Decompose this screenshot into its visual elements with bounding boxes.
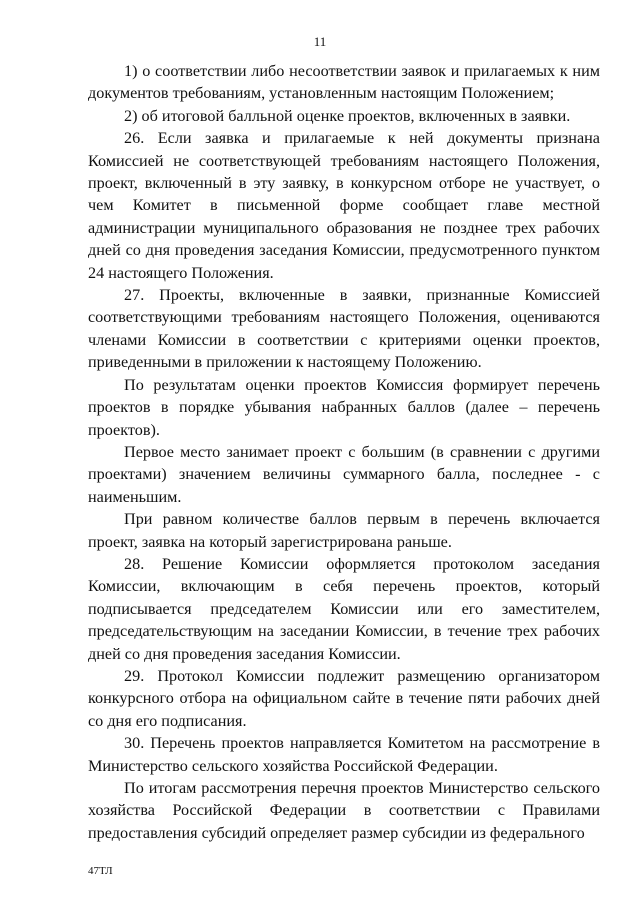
paragraph-ministry-review: По итогам рассмотрения перечня проектов Министерство сельского хозяйства Российской Федерации в соответствии с Правилами предоставления субсидий определяет размер субсидии из федерального bbox=[88, 779, 600, 842]
paragraph-first-place: Первое место занимает проект с большим (в сравнении с другими проектами) значением величины суммарного балла, последнее - с наименьшим. bbox=[88, 442, 600, 506]
paragraph-equal-score: При равном количестве баллов первым в перечень включается проект, заявка на который зарегистрирована раньше. bbox=[88, 510, 600, 551]
document-body bbox=[88, 60, 600, 844]
page-number: 11 bbox=[313, 34, 327, 49]
paragraph-clause-30: 30. Перечень проектов направляется Комитетом на рассмотрение в Министерство сельского хозяйства Российской Федерации. bbox=[88, 734, 600, 775]
paragraph-ranking: По результатам оценки проектов Комиссия формирует перечень проектов в порядке убывания набранных баллов (далее – перечень проектов). bbox=[88, 375, 600, 439]
paragraph-item-1: 1) о соответствии либо несоответствии заявок и прилагаемых к ним документов требованиям, установленным настоящим Положением; bbox=[88, 62, 600, 103]
paragraph-item-2: 2) об итоговой балльной оценке проектов, включенных в заявки. bbox=[124, 106, 571, 125]
paragraph-clause-26: 26. Если заявка и прилагаемые к ней документы признана Комиссией не соответствующей требованиям настоящего Положения, проект, включенный в эту заявку, в конкурсном отборе не участвует, о чем Комитет в письменной форме сообщает главе местной администрации муниципального образования не позднее трех рабочих дней со дня проведения заседания Комиссии, предусмотренного пунктом 24 настоящего Положения. bbox=[88, 129, 600, 282]
paragraph-clause-27: 27. Проекты, включенные в заявки, признанные Комиссией соответствующими требованиям настоящего Положения, оцениваются членами Комиссии в соответствии с критериями оценки проектов, приведенными в приложении к настоящему Положению. bbox=[88, 286, 600, 372]
paragraph-clause-29: 29. Протокол Комиссии подлежит размещению организатором конкурсного отбора на официальном сайте в течение пяти рабочих дней со дня его подписания. bbox=[88, 666, 600, 730]
paragraph-clause-28: 28. Решение Комиссии оформляется протоколом заседания Комиссии, включающим в себя перечень проектов, который подписывается председателем Комиссии или его заместителем, председательствующим на заседании Комиссии, в течение трех рабочих дней со дня проведения заседания Комиссии. bbox=[88, 554, 600, 663]
footer-code: 47ТЛ bbox=[88, 865, 113, 877]
